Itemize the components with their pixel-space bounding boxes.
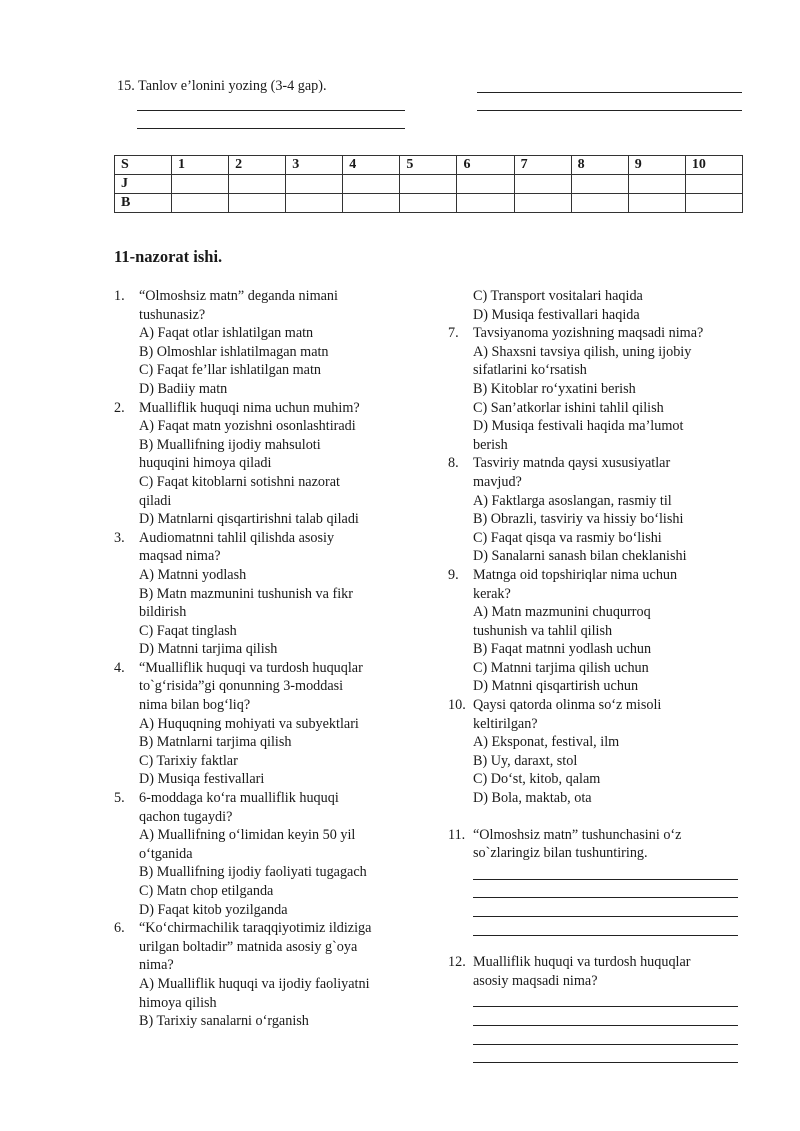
question-number: 9. xyxy=(448,566,459,583)
answer-line[interactable] xyxy=(473,879,738,880)
question-number: 4. xyxy=(114,659,125,676)
answer-option: A) Muallifning o‘limidan keyin 50 yil xyxy=(139,827,356,844)
grid-answer-cell[interactable] xyxy=(286,194,343,213)
question-item xyxy=(448,953,748,990)
answer-option: D) Matnni tarjima qilish xyxy=(139,641,278,658)
section-title: 11-nazorat ishi. xyxy=(114,247,223,266)
answer-option: C) Do‘st, kitob, qalam xyxy=(473,771,601,788)
answer-line[interactable] xyxy=(473,1006,738,1007)
grid-answer-cell[interactable] xyxy=(229,175,286,194)
grid-answer-cell[interactable] xyxy=(571,194,628,213)
question-text: Mualliflik huquqi va turdosh huquqlar xyxy=(473,954,691,971)
question-number: 1. xyxy=(114,288,125,304)
answer-option: berish xyxy=(473,436,508,453)
grid-answer-cell[interactable] xyxy=(343,194,400,213)
grid-answer-cell[interactable] xyxy=(628,175,685,194)
question-item xyxy=(448,454,748,491)
answer-option: huquqini himoya qiladi xyxy=(139,455,272,472)
answer-option: D) Bola, maktab, ota xyxy=(473,790,592,807)
question-text: nima? xyxy=(139,957,174,974)
question-number: 6. xyxy=(114,920,125,937)
grid-header-cell: 3 xyxy=(286,156,343,175)
question-item xyxy=(114,789,414,826)
question-number: 11. xyxy=(448,826,466,843)
answer-option: B) Muallifning ijodiy mahsuloti xyxy=(139,436,321,453)
grid-answer-cell[interactable] xyxy=(286,175,343,194)
question-text: “Olmoshsiz matn” tushunchasini o‘z xyxy=(473,826,682,843)
answer-option: A) Faqat matn yozishni osonlashtiradi xyxy=(139,418,356,435)
question-number: 7. xyxy=(448,325,459,342)
answer-option: B) Olmoshlar ishlatilmagan matn xyxy=(139,343,329,360)
question-text: qachon tugaydi? xyxy=(139,808,233,825)
answer-option: B) Muallifning ijodiy faoliyati tugagach xyxy=(139,864,367,881)
grid-answer-cell[interactable] xyxy=(514,194,571,213)
answer-line xyxy=(137,110,405,111)
question-text: nima bilan bog‘liq? xyxy=(139,697,251,714)
answer-line[interactable] xyxy=(473,1025,738,1026)
answer-option: D) Matnlarni qisqartirishni talab qiladi xyxy=(139,511,359,528)
grid-answer-cell[interactable] xyxy=(457,194,514,213)
grid-answer-cell[interactable] xyxy=(514,175,571,194)
answer-option: D) Badiiy matn xyxy=(139,380,228,397)
question-text: mavjud? xyxy=(473,473,522,490)
question-number: 12. xyxy=(448,954,466,971)
question-item xyxy=(114,659,414,715)
answer-option: B) Uy, daraxt, stol xyxy=(473,752,578,769)
question-text: Tavsiyanoma yozishning maqsadi nima? xyxy=(473,325,704,342)
question-item xyxy=(448,696,748,733)
question-item xyxy=(114,399,414,418)
grid-header-cell: 5 xyxy=(400,156,457,175)
grid-header-cell: 1 xyxy=(172,156,229,175)
answer-option: D) Musiqa festivallari haqida xyxy=(473,306,640,323)
spacer xyxy=(448,990,748,1006)
grid-answer-cell[interactable] xyxy=(229,194,286,213)
question-number: 8. xyxy=(448,455,459,472)
question-text: “Olmoshsiz matn” deganda nimani xyxy=(139,288,338,304)
question-item xyxy=(448,324,748,343)
answer-option: A) Faktlarga asoslangan, rasmiy til xyxy=(473,492,672,509)
answer-option: o‘tganida xyxy=(139,845,193,862)
question-number: 5. xyxy=(114,790,125,807)
answer-option: tushunish va tahlil qilish xyxy=(473,622,613,639)
grid-header-cell: 9 xyxy=(628,156,685,175)
question-text: so`zlaringiz bilan tushuntiring. xyxy=(473,845,648,862)
grid-answer-cell[interactable] xyxy=(172,175,229,194)
grid-row-label: B xyxy=(115,194,172,213)
answer-option: C) Faqat qisqa va rasmiy bo‘lishi xyxy=(473,529,662,546)
grid-answer-cell[interactable] xyxy=(628,194,685,213)
answer-option: D) Matnni qisqartirish uchun xyxy=(473,678,639,695)
question-text: urilgan boltadir” matnida asosiy g`oya xyxy=(139,938,358,955)
answer-option: B) Kitoblar ro‘yxatini berish xyxy=(473,380,636,397)
grid-answer-cell[interactable] xyxy=(400,194,457,213)
grid-answer-cell[interactable] xyxy=(685,175,742,194)
answer-option: B) Faqat matnni yodlash uchun xyxy=(473,641,652,658)
question-item xyxy=(114,529,414,566)
grid-header-cell: 2 xyxy=(229,156,286,175)
grid-row xyxy=(115,175,743,194)
question-text: Qaysi qatorda olinma so‘z misoli xyxy=(473,697,662,714)
grid-header-row xyxy=(115,156,743,175)
grid-header-cell: 10 xyxy=(685,156,742,175)
answer-grid xyxy=(114,155,743,213)
grid-header-cell: 4 xyxy=(343,156,400,175)
answer-option: D) Sanalarni sanash bilan cheklanishi xyxy=(473,548,687,565)
question-text: maqsad nima? xyxy=(139,548,221,565)
answer-option: C) Matnni tarjima qilish uchun xyxy=(473,659,649,676)
question-item xyxy=(448,826,748,863)
grid-header-cell: 6 xyxy=(457,156,514,175)
answer-option: C) Faqat tinglash xyxy=(139,622,237,639)
grid-row xyxy=(115,194,743,213)
grid-answer-cell[interactable] xyxy=(685,194,742,213)
answer-line[interactable] xyxy=(473,935,738,936)
question-text: Tasviriy matnda qaysi xususiyatlar xyxy=(473,455,671,472)
question-text: Matnga oid topshiriqlar nima uchun xyxy=(473,566,678,583)
grid-answer-cell[interactable] xyxy=(571,175,628,194)
question-text: kerak? xyxy=(473,585,511,602)
grid-header-cell: 8 xyxy=(571,156,628,175)
answer-option: B) Obrazli, tasviriy va hissiy bo‘lishi xyxy=(473,511,684,528)
answer-option: B) Matn mazmunini tushunish va fikr xyxy=(139,585,353,602)
answer-line xyxy=(477,92,742,93)
questions-left-column xyxy=(114,287,414,1031)
answer-option: A) Matnni yodlash xyxy=(139,566,247,583)
answer-line[interactable] xyxy=(473,916,738,917)
answer-option: A) Eksponat, festival, ilm xyxy=(473,734,620,751)
answer-option: bildirish xyxy=(139,604,187,621)
answer-option: qiladi xyxy=(139,492,172,509)
question-number: 10. xyxy=(448,697,466,714)
question-text: tushunasiz? xyxy=(139,306,206,323)
question-text: 6-moddaga ko‘ra mualliflik huquqi xyxy=(139,790,339,807)
answer-option: C) Tarixiy faktlar xyxy=(139,752,238,769)
questions-right-column xyxy=(448,287,748,1081)
answer-option: D) Faqat kitob yozilganda xyxy=(139,901,288,918)
spacer xyxy=(448,863,748,879)
answer-option: A) Huquqning mohiyati va subyektlari xyxy=(139,715,359,732)
answer-option: B) Matnlarni tarjima qilish xyxy=(139,734,292,751)
answer-option: B) Tarixiy sanalarni o‘rganish xyxy=(139,1013,309,1030)
spacer xyxy=(448,808,748,826)
question-item xyxy=(448,566,748,603)
answer-line[interactable] xyxy=(473,1044,738,1045)
question-text: keltirilgan? xyxy=(473,715,538,732)
grid-answer-cell[interactable] xyxy=(172,194,229,213)
answer-option: C) Matn chop etilganda xyxy=(139,883,274,899)
answer-line xyxy=(477,110,742,111)
question-15-text: 15. Tanlov e’lonini yozing (3-4 gap). xyxy=(117,78,327,94)
question-text: to`g‘risida”gi qonunning 3-moddasi xyxy=(139,678,344,695)
question-item xyxy=(114,919,414,975)
answer-option: A) Faqat otlar ishlatilgan matn xyxy=(139,325,314,342)
question-number: 2. xyxy=(114,399,125,416)
answer-option: D) Musiqa festivallari xyxy=(139,771,265,788)
answer-line[interactable] xyxy=(473,897,738,898)
question-item xyxy=(114,287,414,324)
question-text: Mualliflik huquqi nima uchun muhim? xyxy=(139,399,360,416)
grid-row-label: J xyxy=(115,175,172,194)
answer-option: C) Transport vositalari haqida xyxy=(473,288,643,304)
grid-answer-cell[interactable] xyxy=(457,175,514,194)
answer-line[interactable] xyxy=(473,1062,738,1063)
grid-header-cell: S xyxy=(115,156,172,175)
answer-option: sifatlarini ko‘rsatish xyxy=(473,362,587,379)
answer-option: A) Matn mazmunini chuqurroq xyxy=(473,604,651,621)
answer-option: A) Mualliflik huquqi va ijodiy faoliyatni xyxy=(139,975,370,992)
question-number: 3. xyxy=(114,529,125,546)
answer-option: himoya qilish xyxy=(139,994,217,1011)
grid-answer-cell[interactable] xyxy=(343,175,400,194)
answer-option: D) Musiqa festivali haqida ma’lumot xyxy=(473,418,684,435)
question-text: “Mualliflik huquqi va turdosh huquqlar xyxy=(139,659,363,676)
question-text: Audiomatnni tahlil qilishda asosiy xyxy=(139,529,335,546)
answer-option: A) Shaxsni tavsiya qilish, uning ijobiy xyxy=(473,343,692,360)
answer-option: C) San’atkorlar ishini tahlil qilish xyxy=(473,399,664,416)
grid-answer-cell[interactable] xyxy=(400,175,457,194)
question-text: “Ko‘chirmachilik taraqqiyotimiz ildiziga xyxy=(139,920,372,937)
answer-option: C) Faqat kitoblarni sotishni nazorat xyxy=(139,473,340,490)
answer-line xyxy=(137,128,405,129)
question-text: asosiy maqsadi nima? xyxy=(473,972,598,989)
answer-option: C) Faqat fe’llar ishlatilgan matn xyxy=(139,362,322,379)
grid-header-cell: 7 xyxy=(514,156,571,175)
